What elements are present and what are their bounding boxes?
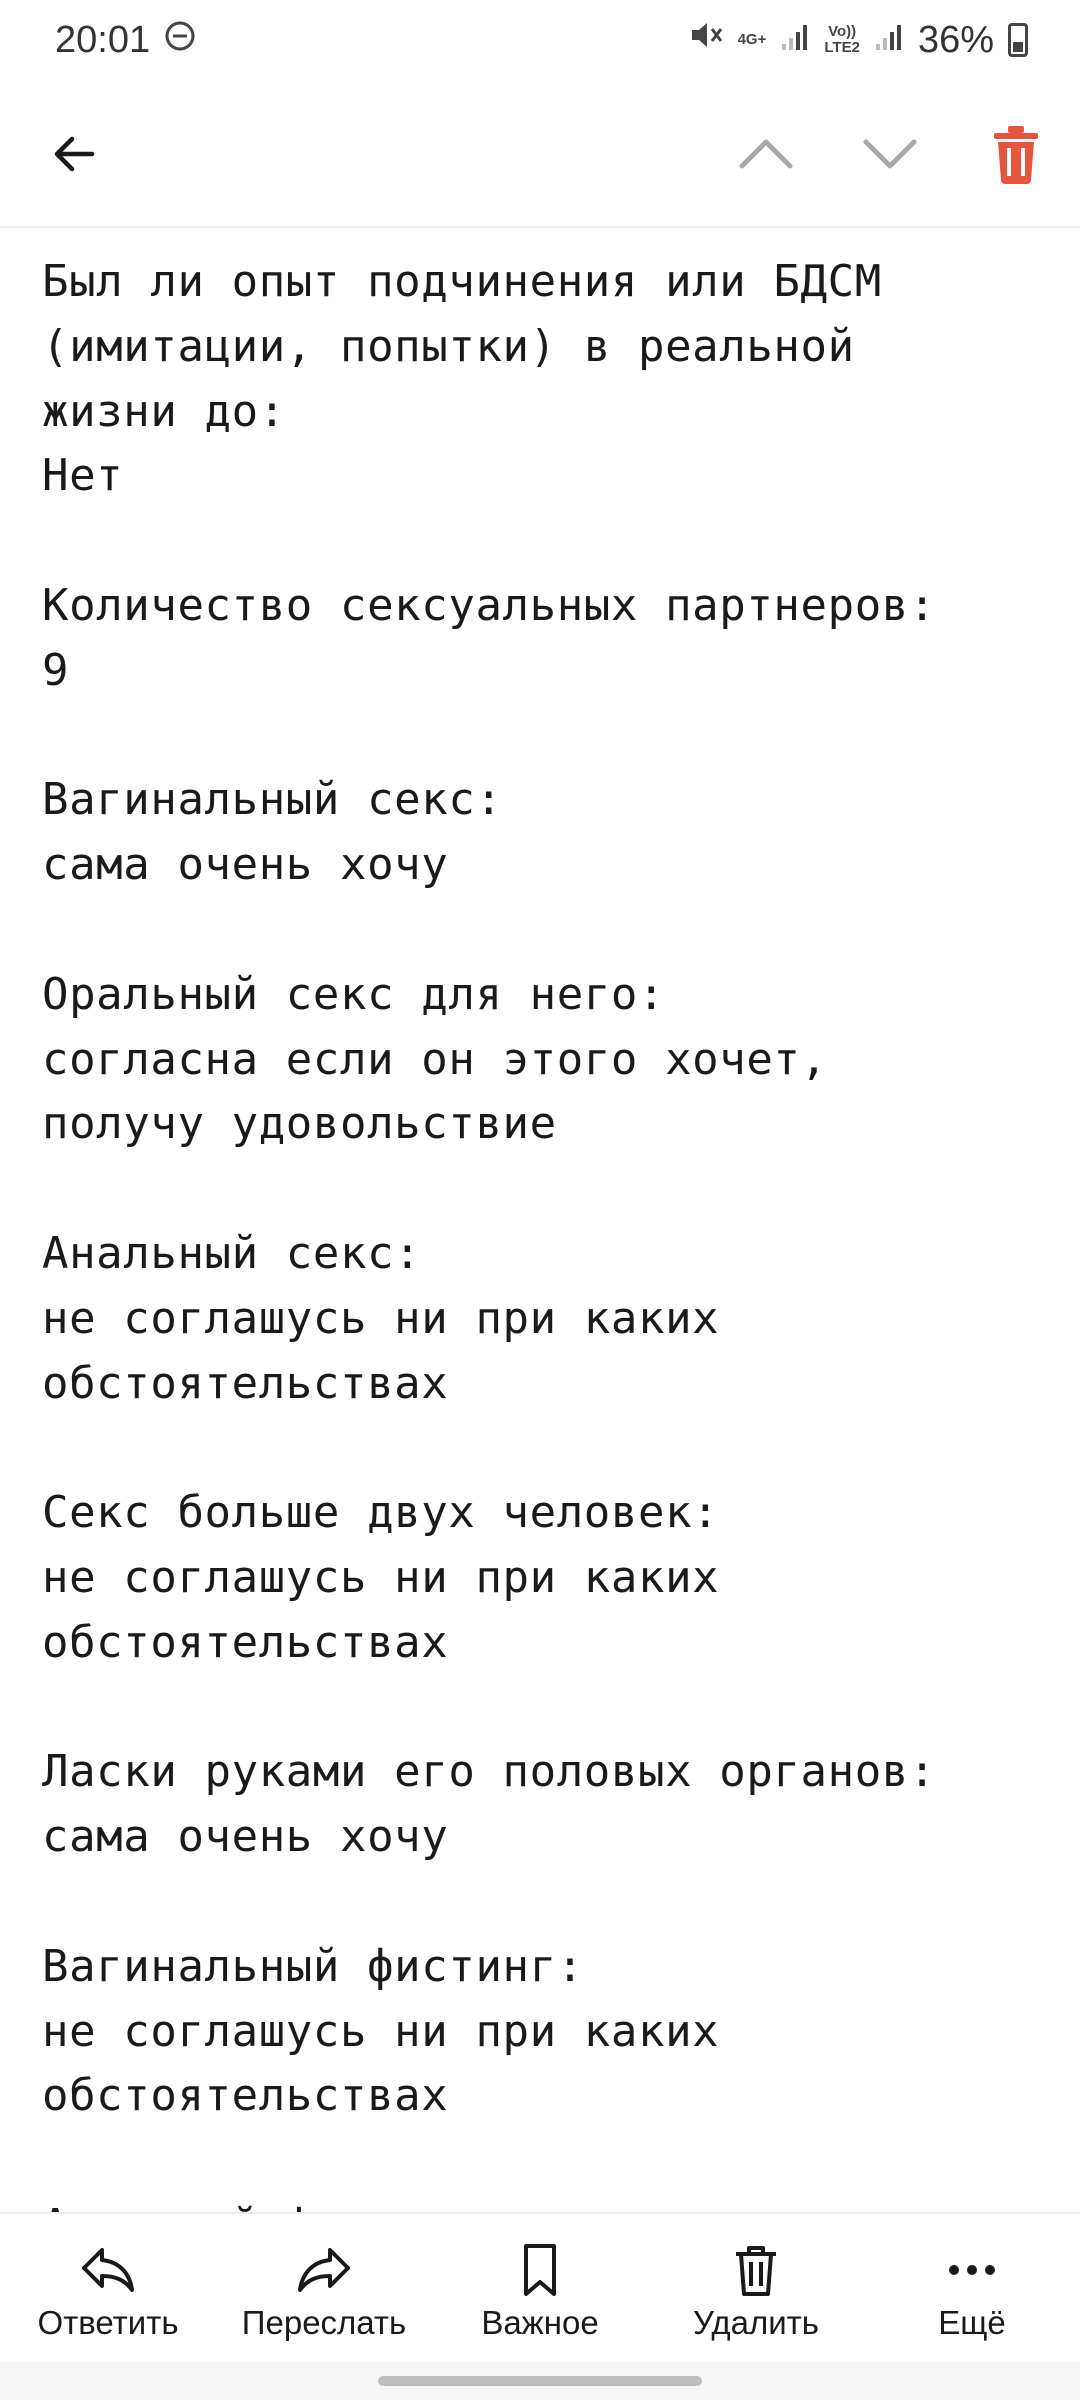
status-time: 20:01 <box>55 18 151 61</box>
body-line: обстоятельствах <box>42 1616 449 1668</box>
signal-icon-2 <box>874 19 904 62</box>
body-line: (имитации, попытки) в реальной <box>42 320 855 372</box>
reply-button[interactable] <box>0 2214 216 2364</box>
body-line: согласна если он этого хочет, <box>42 1033 828 1085</box>
back-button[interactable] <box>36 116 112 192</box>
more-dots-icon <box>944 2242 1000 2298</box>
body-line: Вагинальный фистинг: <box>42 1940 584 1992</box>
forward-button[interactable] <box>216 2214 432 2364</box>
body-line: 9 <box>42 644 70 696</box>
battery-percent: 36% <box>917 18 994 61</box>
paragraph-7 <box>42 1740 1042 1870</box>
body-line: получу удовольствие <box>42 1098 557 1150</box>
paragraph-partners <box>42 574 1042 704</box>
paragraph-5 <box>42 1222 1042 1416</box>
volte-label <box>824 24 860 56</box>
delete-top-button[interactable] <box>978 116 1054 192</box>
signal-icon <box>780 19 810 62</box>
status-left <box>55 19 196 62</box>
previous-message-button[interactable] <box>728 116 804 192</box>
chevron-down-icon <box>860 124 920 184</box>
body-line: Секс больше двух человек: <box>42 1487 720 1539</box>
message-body <box>42 250 1042 2210</box>
forward-label: Переслать <box>241 2304 407 2341</box>
important-label: Важное <box>481 2304 599 2341</box>
more-label: Ещё <box>938 2304 1006 2341</box>
reply-label: Ответить <box>37 2304 179 2341</box>
delete-button[interactable] <box>648 2214 864 2364</box>
chevron-up-icon <box>736 124 796 184</box>
body-line: Вагинальный секс: <box>42 774 503 826</box>
battery-icon <box>1008 23 1028 57</box>
body-line: не соглашусь ни при каких <box>42 1292 720 1344</box>
body-line: сама очень хочу <box>42 1811 449 1863</box>
body-line: Анальный секс: <box>42 1227 422 1279</box>
message-toolbar <box>0 80 1080 228</box>
body-line: обстоятельствах <box>42 1357 449 1409</box>
more-button[interactable] <box>864 2214 1080 2364</box>
body-line: сама очень хочу <box>42 839 449 891</box>
body-line: Был ли опыт подчинения или БДСМ <box>42 256 882 307</box>
trash-icon <box>990 124 1042 184</box>
paragraph-6 <box>42 1481 1042 1675</box>
body-line: Нет <box>42 450 124 502</box>
network-4g-label: 4G+ <box>737 31 767 48</box>
bookmark-icon <box>516 2242 564 2298</box>
delete-label: Удалить <box>693 2304 819 2341</box>
reply-icon <box>78 2242 138 2298</box>
paragraph-8 <box>42 1935 1042 2129</box>
forward-icon <box>294 2242 354 2298</box>
body-line: Ласки руками его половых органов: <box>42 1746 936 1798</box>
bottom-action-bar <box>0 2212 1080 2364</box>
volte-top: Vo)) <box>828 23 857 40</box>
body-line: Количество сексуальных партнеров: <box>42 579 936 631</box>
body-line: не соглашусь ни при каких <box>42 2005 720 2057</box>
system-navigation-area <box>0 2362 1080 2400</box>
paragraph-3 <box>42 768 1042 898</box>
body-line: жизни до: <box>42 385 286 437</box>
dnd-icon <box>164 19 196 62</box>
important-button[interactable] <box>432 2214 648 2364</box>
body-line: обстоятельствах <box>42 2070 449 2122</box>
volte-bottom: LTE2 <box>824 39 860 56</box>
status-right <box>688 17 1028 63</box>
next-message-button[interactable] <box>852 116 928 192</box>
body-line: Оральный секс для него: <box>42 968 666 1020</box>
body-line: не соглашусь ни при каких <box>42 1551 720 1603</box>
paragraph-bdsm-experience <box>42 250 1042 509</box>
paragraph-4 <box>42 963 1042 1157</box>
home-gesture-bar[interactable] <box>378 2376 702 2386</box>
trash-icon <box>731 2242 781 2298</box>
mute-icon <box>688 17 724 63</box>
arrow-left-icon <box>48 128 100 180</box>
status-bar <box>0 0 1080 80</box>
